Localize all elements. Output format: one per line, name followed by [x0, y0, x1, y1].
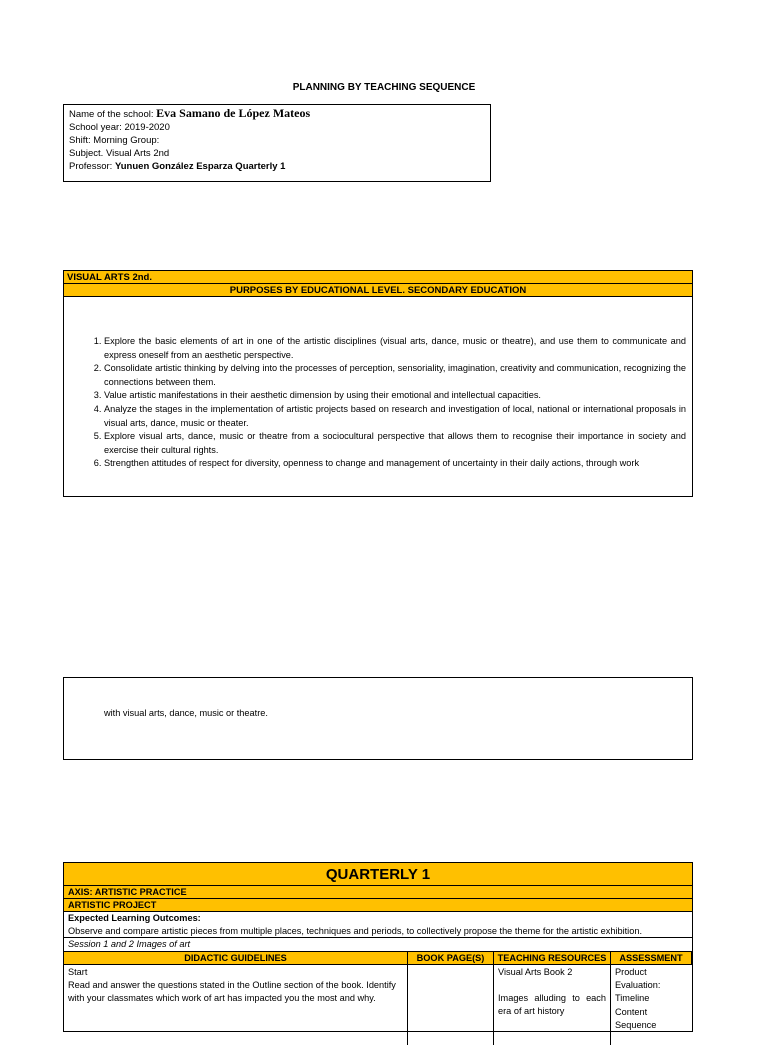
professor-label: Professor: — [69, 161, 115, 172]
resource-line: Images alluding to each era of art history — [498, 993, 606, 1017]
outcomes-label: Expected Learning Outcomes: — [68, 913, 201, 923]
professor-value: Yunuen González Esparza Quarterly 1 — [114, 161, 286, 172]
purpose-item: 1. Explore the basic elements of art in one of the artistic disciplines (visual arts, dance, music or theatre), and use them to communicate and express oneself from an aesthetic perspective. — [104, 335, 686, 362]
shift-group: Shift: Morning Group: — [69, 135, 160, 146]
assessment-line: Sequence — [615, 1019, 657, 1030]
resources-cell — [494, 965, 611, 1045]
session-row: Session 1 and 2 Images of art — [68, 939, 191, 949]
column-header-resources: TEACHING RESOURCES — [494, 952, 611, 965]
school-name-label: Name of the school: — [69, 109, 157, 120]
quarterly-table — [63, 862, 693, 1032]
assessment-line: Product — [615, 967, 647, 977]
purposes-continuation-text: with visual arts, dance, music or theatre. — [104, 708, 268, 718]
school-name-value: Eva Samano de López Mateos — [156, 106, 311, 120]
school-year: School year: 2019-2020 — [69, 122, 170, 133]
guideline-line: Start — [68, 967, 88, 977]
outcomes-text: Observe and compare artistic pieces from multiple places, techniques and periods, to collectively propose the theme for the artistic exhibition. — [64, 925, 692, 938]
school-info-box — [63, 104, 491, 182]
purposes-list — [104, 335, 686, 471]
column-header-book-pages: BOOK PAGE(S) — [408, 952, 494, 965]
guideline-line: Read and answer the questions stated in the Outline section of the book. Identify with your classmates which work of art has impacted you the most and why. — [68, 980, 396, 1004]
axis-row: AXIS: ARTISTIC PRACTICE — [64, 886, 692, 899]
didactic-grid — [64, 951, 692, 1045]
assessment-line: Timeline — [615, 993, 650, 1004]
purposes-subheader: PURPOSES BY EDUCATIONAL LEVEL. SECONDARY EDUCATION — [64, 284, 692, 297]
professor-line — [69, 160, 485, 173]
purpose-item: 6. Strengthen attitudes of respect for diversity, openness to change and management of uncertainty in their daily actions, through work — [104, 457, 686, 471]
purpose-item: 3. Value artistic manifestations in their aesthetic dimension by using their emotional and intellectual capacities. — [104, 389, 686, 403]
purpose-item: 4. Analyze the stages in the implementation of artistic projects based on research and investigation of local, national or international proposals in visual arts, dance, music or theater. — [104, 403, 686, 430]
school-name-line — [69, 107, 485, 121]
subject: Subject. Visual Arts 2nd — [69, 148, 170, 159]
project-row: ARTISTIC PROJECT — [64, 899, 692, 912]
book-pages-cell — [408, 965, 494, 1045]
guidelines-cell — [64, 965, 408, 1045]
purpose-item: 2. Consolidate artistic thinking by delving into the processes of perception, sensoriality, imagination, creativity and communication, recognizing the connections between them. — [104, 362, 686, 389]
purposes-continuation-box — [63, 677, 693, 760]
purposes-table — [63, 270, 693, 497]
document-title: PLANNING BY TEACHING SEQUENCE — [292, 82, 476, 93]
column-header-assessment: ASSESSMENT — [611, 952, 692, 965]
column-header-guidelines: DIDACTIC GUIDELINES — [64, 952, 408, 965]
resource-line: Visual Arts Book 2 — [498, 967, 573, 977]
quarterly-title: QUARTERLY 1 — [64, 863, 692, 886]
assessment-line: Content — [615, 1006, 648, 1017]
purpose-item: 5. Explore visual arts, dance, music or theatre from a sociocultural perspective that allows them to recognise their importance in society and exercise their cultural rights. — [104, 430, 686, 457]
purposes-header: VISUAL ARTS 2nd. — [64, 271, 692, 284]
assessment-line: Evaluation: — [615, 980, 661, 991]
assessment-cell — [611, 965, 692, 1045]
